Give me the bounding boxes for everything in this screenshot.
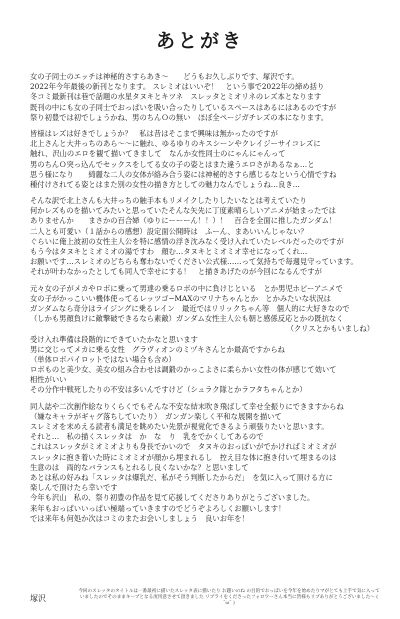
text-line: ありませんか まさかの百合婦（ゆりにーーーん！！）！ 百合を全面に推したガンダム！ bbox=[30, 216, 337, 226]
text-line: 二人とも可愛い（１話からの感想）設定面公開時は ふーん、まあいいんじゃない？ bbox=[30, 226, 308, 236]
text-line: 2022年今年最後の新刊となります。 スレミオはいいぞ！ という事で2022年の締め括り bbox=[30, 82, 325, 92]
text-line: 男のちんＯ突っ込んでセックスをしてる女の子の姿とはまた違うエロさがあるなぁ…と bbox=[30, 159, 315, 169]
text-line: ロボものと美少女、美女の組み合わせは調鍛のかっこよさに柔らかい女性の体が感じて効いて bbox=[30, 365, 337, 375]
text-line: これはスレッタがミオミオよりも身長でかいので タヌキのおっぱいがでかければミオミオが bbox=[30, 442, 337, 452]
text-line: スレッタに抱き着いた時にミオミオが顔から埋まれるし 控え目な体に抱き付いて埋まるのは bbox=[30, 452, 337, 462]
text-line: 何かレズものを描いてみたいと思っていたそんな矢先に丁度素晴らしいアニメが始まったでは bbox=[30, 206, 336, 216]
text-line: 種付けされてる姿とはまた別の女性の描き方としての魅力なんでしょうね…良き… bbox=[30, 179, 300, 189]
text-line: 思う様になり 綺麗な二人の女体が絡み合う姿には神秘的さすら感じるなという心情ですね bbox=[30, 169, 337, 179]
text-line: ガンダムなら奇分はライジングに乗るレイン 最近ではリリックちゃん等 個人的に大好きなので bbox=[30, 303, 350, 313]
afterword-body bbox=[30, 72, 380, 524]
text-line: （単体ロボパイロットではない場合も含め） bbox=[30, 354, 176, 364]
text-line: では来年も何処か次はコミのまたお会いしましょう 良いお年を！ bbox=[30, 513, 249, 523]
text-line: 女の子がかっこいい機体使ってるレッツゴ−MAXのマリナちゃんとか とかみたいな状況は bbox=[30, 293, 331, 303]
text-line: それと… 私の描くスレッタは か な り 乳をでかくしてあるので bbox=[30, 432, 264, 442]
text-line: （クリスとかもいましね） bbox=[286, 324, 374, 334]
text-line: スレミオを末めえる読者も満足を眺めたい先景が視覚化できるよう頑張りたいと思います。 bbox=[30, 422, 329, 431]
text-line: 男に交じってメカに乗る女性 グラヴィオンのミヅキさんとか最高ですからね bbox=[30, 344, 285, 354]
text-line: その分作中戦死したりの不安は多いんですけど（シュラク隊とかラフタちゃんとか） bbox=[30, 385, 307, 395]
text-line: （しかも男顔負けに敵撃破できるなら素敵）ガンダム女性主人公も朝と感係反応とかの既抗なく bbox=[30, 314, 344, 324]
text-line: 楽しんで頂けたら幸いです bbox=[30, 483, 118, 493]
text-line: 既刊の中にも女の子同士でおっぱいを吸い合ったりしているスペースはあるにはあるのですが bbox=[30, 102, 337, 112]
author-signature: 塚沢 bbox=[30, 594, 46, 603]
text-line: お願いです…スレミオのどちらも奪わないでください公式様……って気持ちで毎週見守っています。 bbox=[30, 257, 358, 267]
text-line: 北上さんと大井っちのあら～～に触れ、ゆるゆりのキスシーンやクレイジーサイコレズに bbox=[30, 139, 321, 149]
text-line: もう今はタヌキとミオミオの湯ですわ 顔む…タヌキとミオミオ幸せになってくれ… bbox=[30, 247, 308, 256]
text-line: 皆様はレズは好きでしょうか？ 私は昔はそこまで興味は無かったのですが bbox=[30, 128, 278, 138]
text-line: 触れ、沢山のエロを観て描いてきまして なんか女性同士のにゃんにゃんって bbox=[30, 149, 286, 159]
text-line: 女の子同士のエッチは神秘的さすらあき～ どうもお久しぶりです、塚沢です。 bbox=[30, 72, 299, 81]
text-line: それが叶わなかったとしても同人で幸せにする！ と描きあげたのが今回になるんですが bbox=[30, 267, 322, 277]
page-title: あとがき bbox=[155, 30, 244, 52]
text-line: （嫌なキャラがギャグ落ちしていたり） ガンガン楽しく平和な展開を描いて bbox=[30, 411, 282, 421]
footnote: 今回のスレッタのタイトルは一番最初に描いたスレッタ表に描いたり お題いのね の目的でおっぱいを今年を始めたりマがとても上手で気に入っていましたのでそのままキープとなる度用意させて頂きました リプライをくださったフォロワーさん本当に皆様もリプありがとうございました～ ( ˘ω˘ ) bbox=[78, 589, 380, 606]
text-line: 元々女の子がメカやロボに乗って男達の乗るロボの中に負けじといる とか男児ホビーアニメで bbox=[30, 283, 343, 293]
text-line: 同人誌や二次創作絵なりくらくでもそんな不安な結末吹き飛ばして幸せ全振りにできますからね bbox=[30, 401, 344, 411]
text-line: 今年も沢山 私の、祭り初豊の作品を見て応援してくださりありがとうございました。 bbox=[30, 493, 315, 503]
text-line: 冬コミ最新刊は巷で話題の水星タヌキとキツネ スレッタとミオリネのレズ本となります bbox=[30, 92, 322, 102]
text-line: 来年もおっぱいいっぱい極端っていきますのでどうぞよろしくお願いします！ bbox=[30, 503, 286, 513]
text-line: そんな訳で北上さんも大井っちの触手本もリメイクしたりしたいなとは考えていたり bbox=[30, 196, 307, 206]
text-line: 生意のは 両的なバランスもとれるし良くないかな？と思いまして bbox=[30, 462, 249, 472]
text-line: 祭り初豊では初でしょうかね、男のちんＯの無い ほぼ全ページガチレズの本になります。 bbox=[30, 112, 329, 122]
text-line: あとは私の好みね「スレッタは爆乳だ、私がそう判断したからだ」 を気に入って頂ける方に bbox=[30, 472, 333, 482]
text-line: ぐらいに俺上波初の女性主人公を特に感情の浮き沈みなく受け入れていたレベルだったのですが bbox=[30, 236, 344, 246]
text-line: 相性がいい bbox=[30, 375, 67, 385]
text-line: 受け入れ準備は段階的にできていたかなと思います bbox=[30, 334, 198, 344]
